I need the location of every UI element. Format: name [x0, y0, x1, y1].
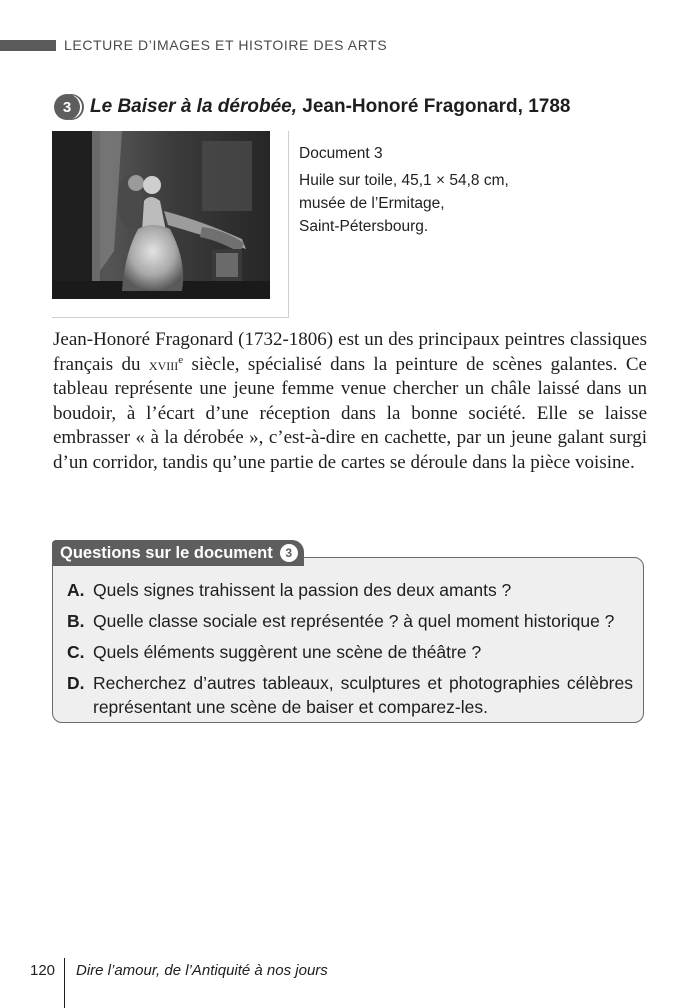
- century-superscript: e: [178, 353, 184, 366]
- question-item: [67, 609, 633, 633]
- page-number: 120: [30, 962, 56, 979]
- document-heading: [54, 94, 570, 120]
- book-title: Dire l’amour, de l’Antiquité à nos jours: [76, 962, 328, 979]
- question-letter: A.: [67, 580, 85, 600]
- painting-image: [52, 131, 270, 299]
- footer-divider: [64, 958, 65, 1008]
- artist-and-date: Jean-Honoré Fragonard, 1788: [297, 96, 571, 117]
- question-letter: B.: [67, 611, 85, 631]
- question-text: Quelle classe sociale est représentée ? à quel moment historique ?: [93, 611, 615, 631]
- question-text: Recherchez d’autres tableaux, sculptures et photographies célèbres représentant une scène de baiser et comparez-les.: [93, 673, 633, 717]
- document-title: [90, 96, 570, 118]
- question-item: [67, 578, 633, 602]
- document-number-badge: 3: [54, 94, 80, 120]
- question-text: Quels éléments suggèrent une scène de théâtre ?: [93, 642, 482, 662]
- question-letter: D.: [67, 673, 85, 693]
- body-paragraph: [53, 328, 647, 475]
- question-text: Quels signes trahissent la passion des deux amants ?: [93, 580, 512, 600]
- questions-tab: [52, 540, 304, 566]
- question-item: [67, 640, 633, 664]
- caption-line-city: Saint-Pétersbourg.: [299, 218, 429, 235]
- caption-line-museum: musée de l’Ermitage,: [299, 195, 445, 212]
- century-numeral: xviii: [148, 354, 179, 374]
- body-text-part2: siècle, spécialisé dans la peinture de scènes galantes. Ce tableau représente une jeune femme venue chercher un châle laissé dans un boudoir, à l’écart d’une réception dans la bonne société. Elle se laisse embrasser « à la dérobée », c’est-à-dire en cachette, par un jeune galant surgi d’un corridor, tandis qu’une partie de cartes se déroule dans la pièce voisine.: [53, 353, 647, 473]
- questions-document-badge: 3: [280, 544, 298, 562]
- question-item: [67, 671, 633, 719]
- artwork-title: Le Baiser à la dérobée,: [90, 96, 297, 117]
- caption-title: Document 3: [299, 145, 383, 162]
- header-accent-bar: [0, 40, 56, 51]
- questions-box: [52, 557, 644, 723]
- section-title: LECTURE D’IMAGES ET HISTOIRE DES ARTS: [64, 37, 388, 53]
- body-text-part1: Jean-Honoré Fragonard (1732-1806) est un des principaux peintres classiques français du: [53, 329, 647, 375]
- question-letter: C.: [67, 642, 85, 662]
- document-caption: [299, 142, 509, 238]
- questions-tab-label: Questions sur le document: [60, 543, 273, 562]
- painting-image-frame: [52, 131, 289, 318]
- caption-line-medium: Huile sur toile, 45,1 × 54,8 cm,: [299, 172, 509, 189]
